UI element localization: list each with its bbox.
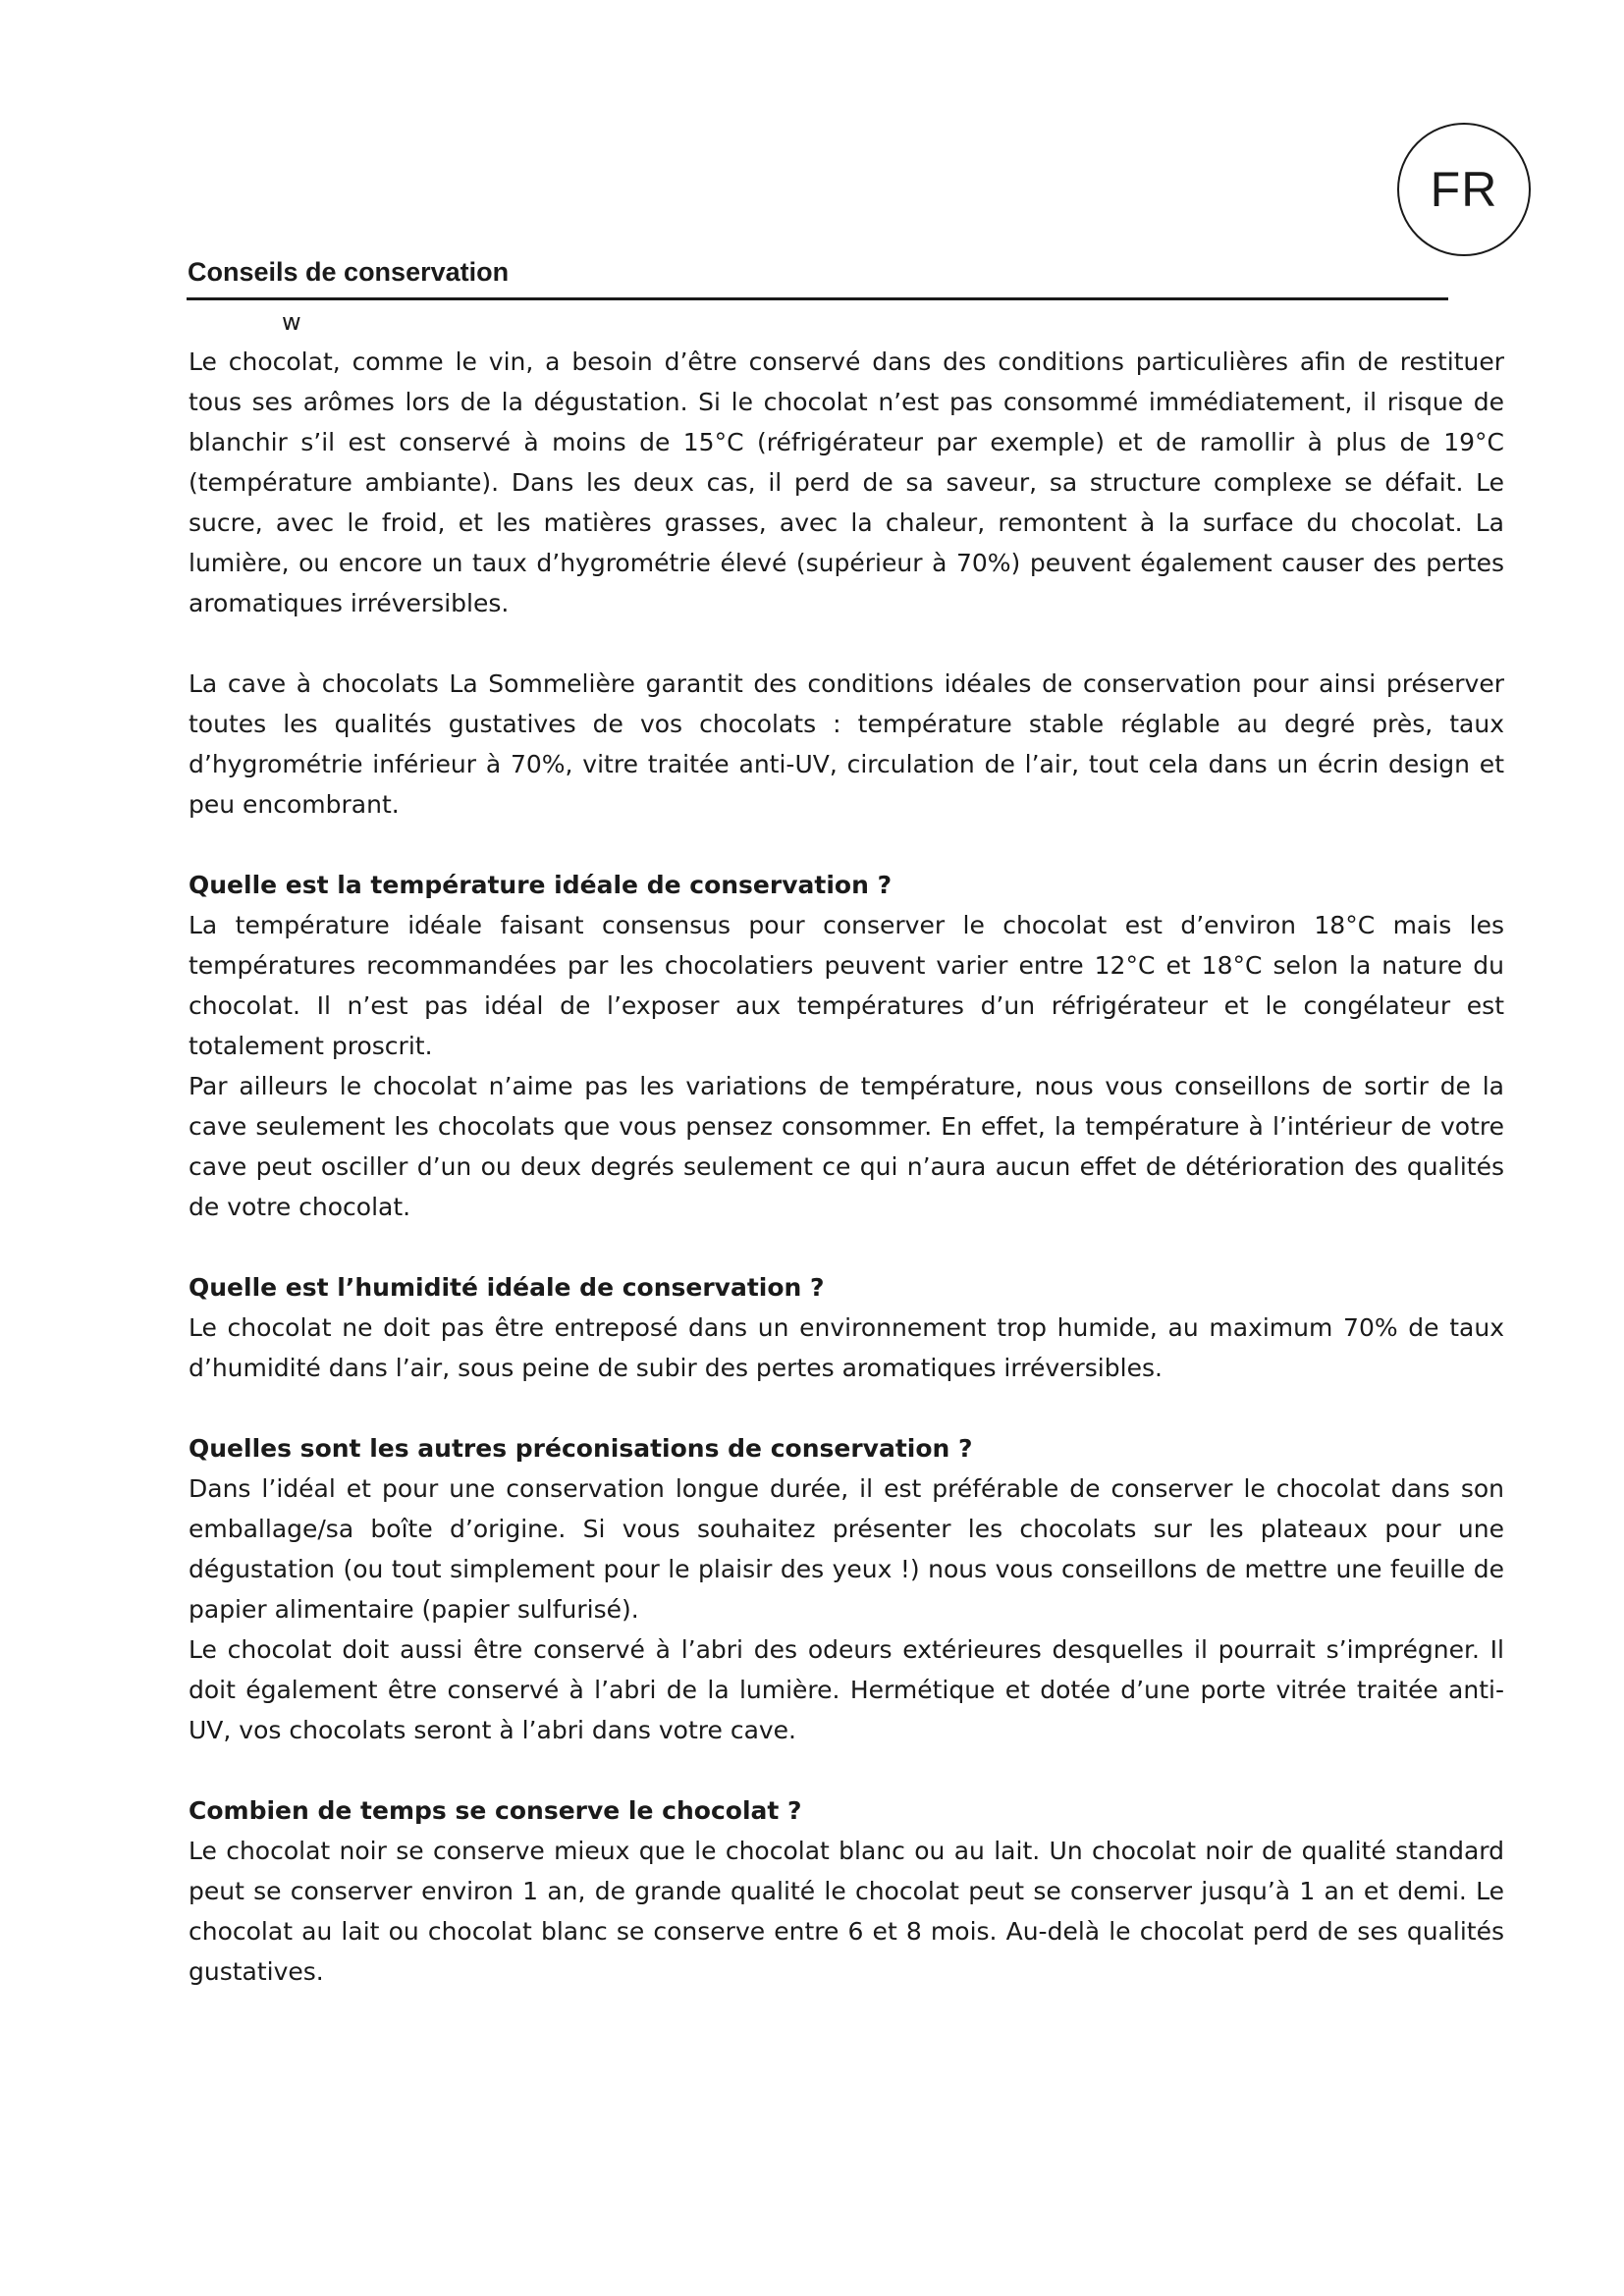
intro-paragraph-1: Le chocolat, comme le vin, a besoin d’être conservé dans des conditions particulières afin de restituer tous ses arômes lors de la dégustation. Si le chocolat n’est pas consommé immédiatement, il risque de blanchir s’il est conservé à moins de 15°C (réfrigérateur par exemple) et de ramollir à plus de 19°C (température ambiante). Dans les deux cas, il perd de sa saveur, sa structure complexe se défait. Le sucre, avec le froid, et les matières grasses, avec la chaleur, remontent à la surface du chocolat. La lumière, ou encore un taux d’hygrométrie élevé (supérieur à 70%) peuvent également causer des pertes aromatiques irréversibles.: [189, 347, 1504, 617]
temperature-paragraph-1: La température idéale faisant consensus pour conserver le chocolat est d’environ 18°C mais les températures recommandées par les chocolatiers peuvent varier entre 12°C et 18°C selon la nature du chocolat. Il n’est pas idéal de l’exposer aux températures d’un réfrigérateur et le congélateur est totalement proscrit.: [189, 911, 1504, 1060]
document-body: [189, 342, 1504, 1992]
language-badge: [1397, 123, 1531, 256]
temperature-paragraph-2: Par ailleurs le chocolat n’aime pas les variations de température, nous vous conseillons de sortir de la cave seulement les chocolats que vous pensez consommer. En effet, la température à l’intérieur de votre cave peut osciller d’un ou deux degrés seulement ce qui n’aura aucun effet de détérioration des qualités de votre chocolat.: [189, 1072, 1504, 1221]
title-underline: [187, 297, 1448, 300]
duration-paragraph-1: Le chocolat noir se conserve mieux que le chocolat blanc ou au lait. Un chocolat noir de qualité standard peut se conserver environ 1 an, de grande qualité le chocolat peut se conserver jusqu’à 1 an et demi. Le chocolat au lait ou chocolat blanc se conserve entre 6 et 8 mois. Au-delà le chocolat perd de ses qualités gustatives.: [189, 1837, 1504, 1986]
section-heading-other: Quelles sont les autres préconisations de conservation ?: [189, 1434, 973, 1463]
stray-mark: w: [282, 308, 301, 336]
intro-paragraph-2: La cave à chocolats La Sommelière garantit des conditions idéales de conservation pour ainsi préserver toutes les qualités gustatives de vos chocolats : température stable réglable au degré près, taux d’hygrométrie inférieur à 70%, vitre traitée anti-UV, circulation de l’air, tout cela dans un écrin design et peu encombrant.: [189, 669, 1504, 819]
paragraph-gap: [189, 825, 1504, 865]
paragraph-gap: [189, 1750, 1504, 1790]
other-paragraph-1: Dans l’idéal et pour une conservation longue durée, il est préférable de conserver le chocolat dans son emballage/sa boîte d’origine. Si vous souhaitez présenter les chocolats sur les plateaux pour une dégustation (ou tout simplement pour le plaisir des yeux !) nous vous conseillons de mettre une feuille de papier alimentaire (papier sulfurisé).: [189, 1474, 1504, 1624]
paragraph-gap: [189, 1227, 1504, 1267]
paragraph-gap: [189, 623, 1504, 664]
humidity-paragraph-1: Le chocolat ne doit pas être entreposé dans un environnement trop humide, au maximum 70% de taux d’humidité dans l’air, sous peine de subir des pertes aromatiques irréversibles.: [189, 1313, 1504, 1382]
paragraph-gap: [189, 1388, 1504, 1428]
section-heading-duration: Combien de temps se conserve le chocolat ?: [189, 1796, 802, 1825]
section-heading-humidity: Quelle est l’humidité idéale de conservation ?: [189, 1273, 825, 1302]
other-paragraph-2: Le chocolat doit aussi être conservé à l’abri des odeurs extérieures desquelles il pourrait s’imprégner. Il doit également être conservé à l’abri de la lumière. Hermétique et dotée d’une porte vitrée traitée anti-UV, vos chocolats seront à l’abri dans votre cave.: [189, 1635, 1504, 1744]
language-badge-label: FR: [1430, 162, 1498, 217]
page-title: Conseils de conservation: [188, 257, 510, 287]
section-heading-temperature: Quelle est la température idéale de conservation ?: [189, 871, 893, 899]
